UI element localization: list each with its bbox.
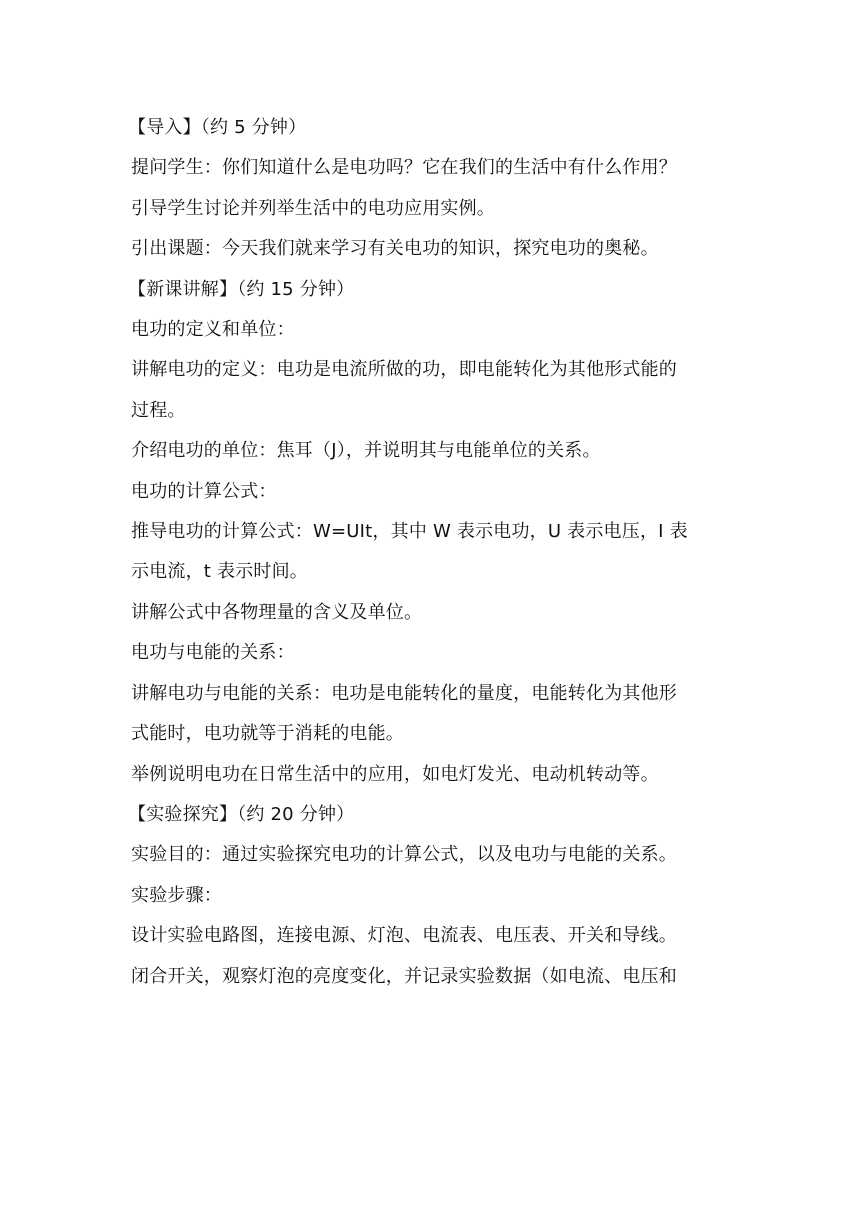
section-heading-new-lesson: 【新课讲解】（约 15 分钟） — [128, 278, 355, 300]
subheading-line: 电功的定义和单位： — [131, 319, 295, 341]
paragraph-line: 示电流，t 表示时间。 — [131, 561, 308, 583]
paragraph-line: 举例说明电功在日常生活中的应用，如电灯发光、电动机转动等。 — [131, 763, 659, 785]
paragraph-line: 讲解电功与电能的关系：电功是电能转化的量度，电能转化为其他形 — [131, 682, 677, 704]
paragraph-line: 实验目的：通过实验探究电功的计算公式，以及电功与电能的关系。 — [131, 844, 677, 866]
paragraph-line: 引出课题：今天我们就来学习有关电功的知识，探究电功的奥秘。 — [131, 238, 659, 260]
paragraph-line: 式能时，电功就等于消耗的电能。 — [131, 723, 404, 745]
subheading-line: 电功与电能的关系： — [131, 642, 295, 664]
paragraph-line: 介绍电功的单位：焦耳（J），并说明其与电能单位的关系。 — [131, 440, 601, 462]
paragraph-line: 提问学生：你们知道什么是电功吗？它在我们的生活中有什么作用？ — [131, 157, 677, 179]
paragraph-line: 引导学生讨论并列举生活中的电功应用实例。 — [131, 197, 495, 219]
paragraph-line: 闭合开关，观察灯泡的亮度变化，并记录实验数据（如电流、电压和 — [131, 965, 677, 987]
paragraph-line: 讲解电功的定义：电功是电流所做的功，即电能转化为其他形式能的 — [131, 359, 677, 381]
paragraph-line: 讲解公式中各物理量的含义及单位。 — [131, 601, 423, 623]
paragraph-line: 过程。 — [131, 399, 186, 421]
section-heading-intro: 【导入】（约 5 分钟） — [128, 117, 307, 138]
paragraph-line: 设计实验电路图，连接电源、灯泡、电流表、电压表、开关和导线。 — [131, 925, 677, 947]
subheading-line: 实验步骤： — [131, 884, 222, 906]
paragraph-line: 推导电功的计算公式：W=UIt，其中 W 表示电功，U 表示电压，I 表 — [131, 521, 688, 543]
section-heading-experiment: 【实验探究】（约 20 分钟） — [128, 803, 355, 825]
subheading-line: 电功的计算公式： — [131, 480, 277, 502]
document-body — [128, 108, 735, 997]
